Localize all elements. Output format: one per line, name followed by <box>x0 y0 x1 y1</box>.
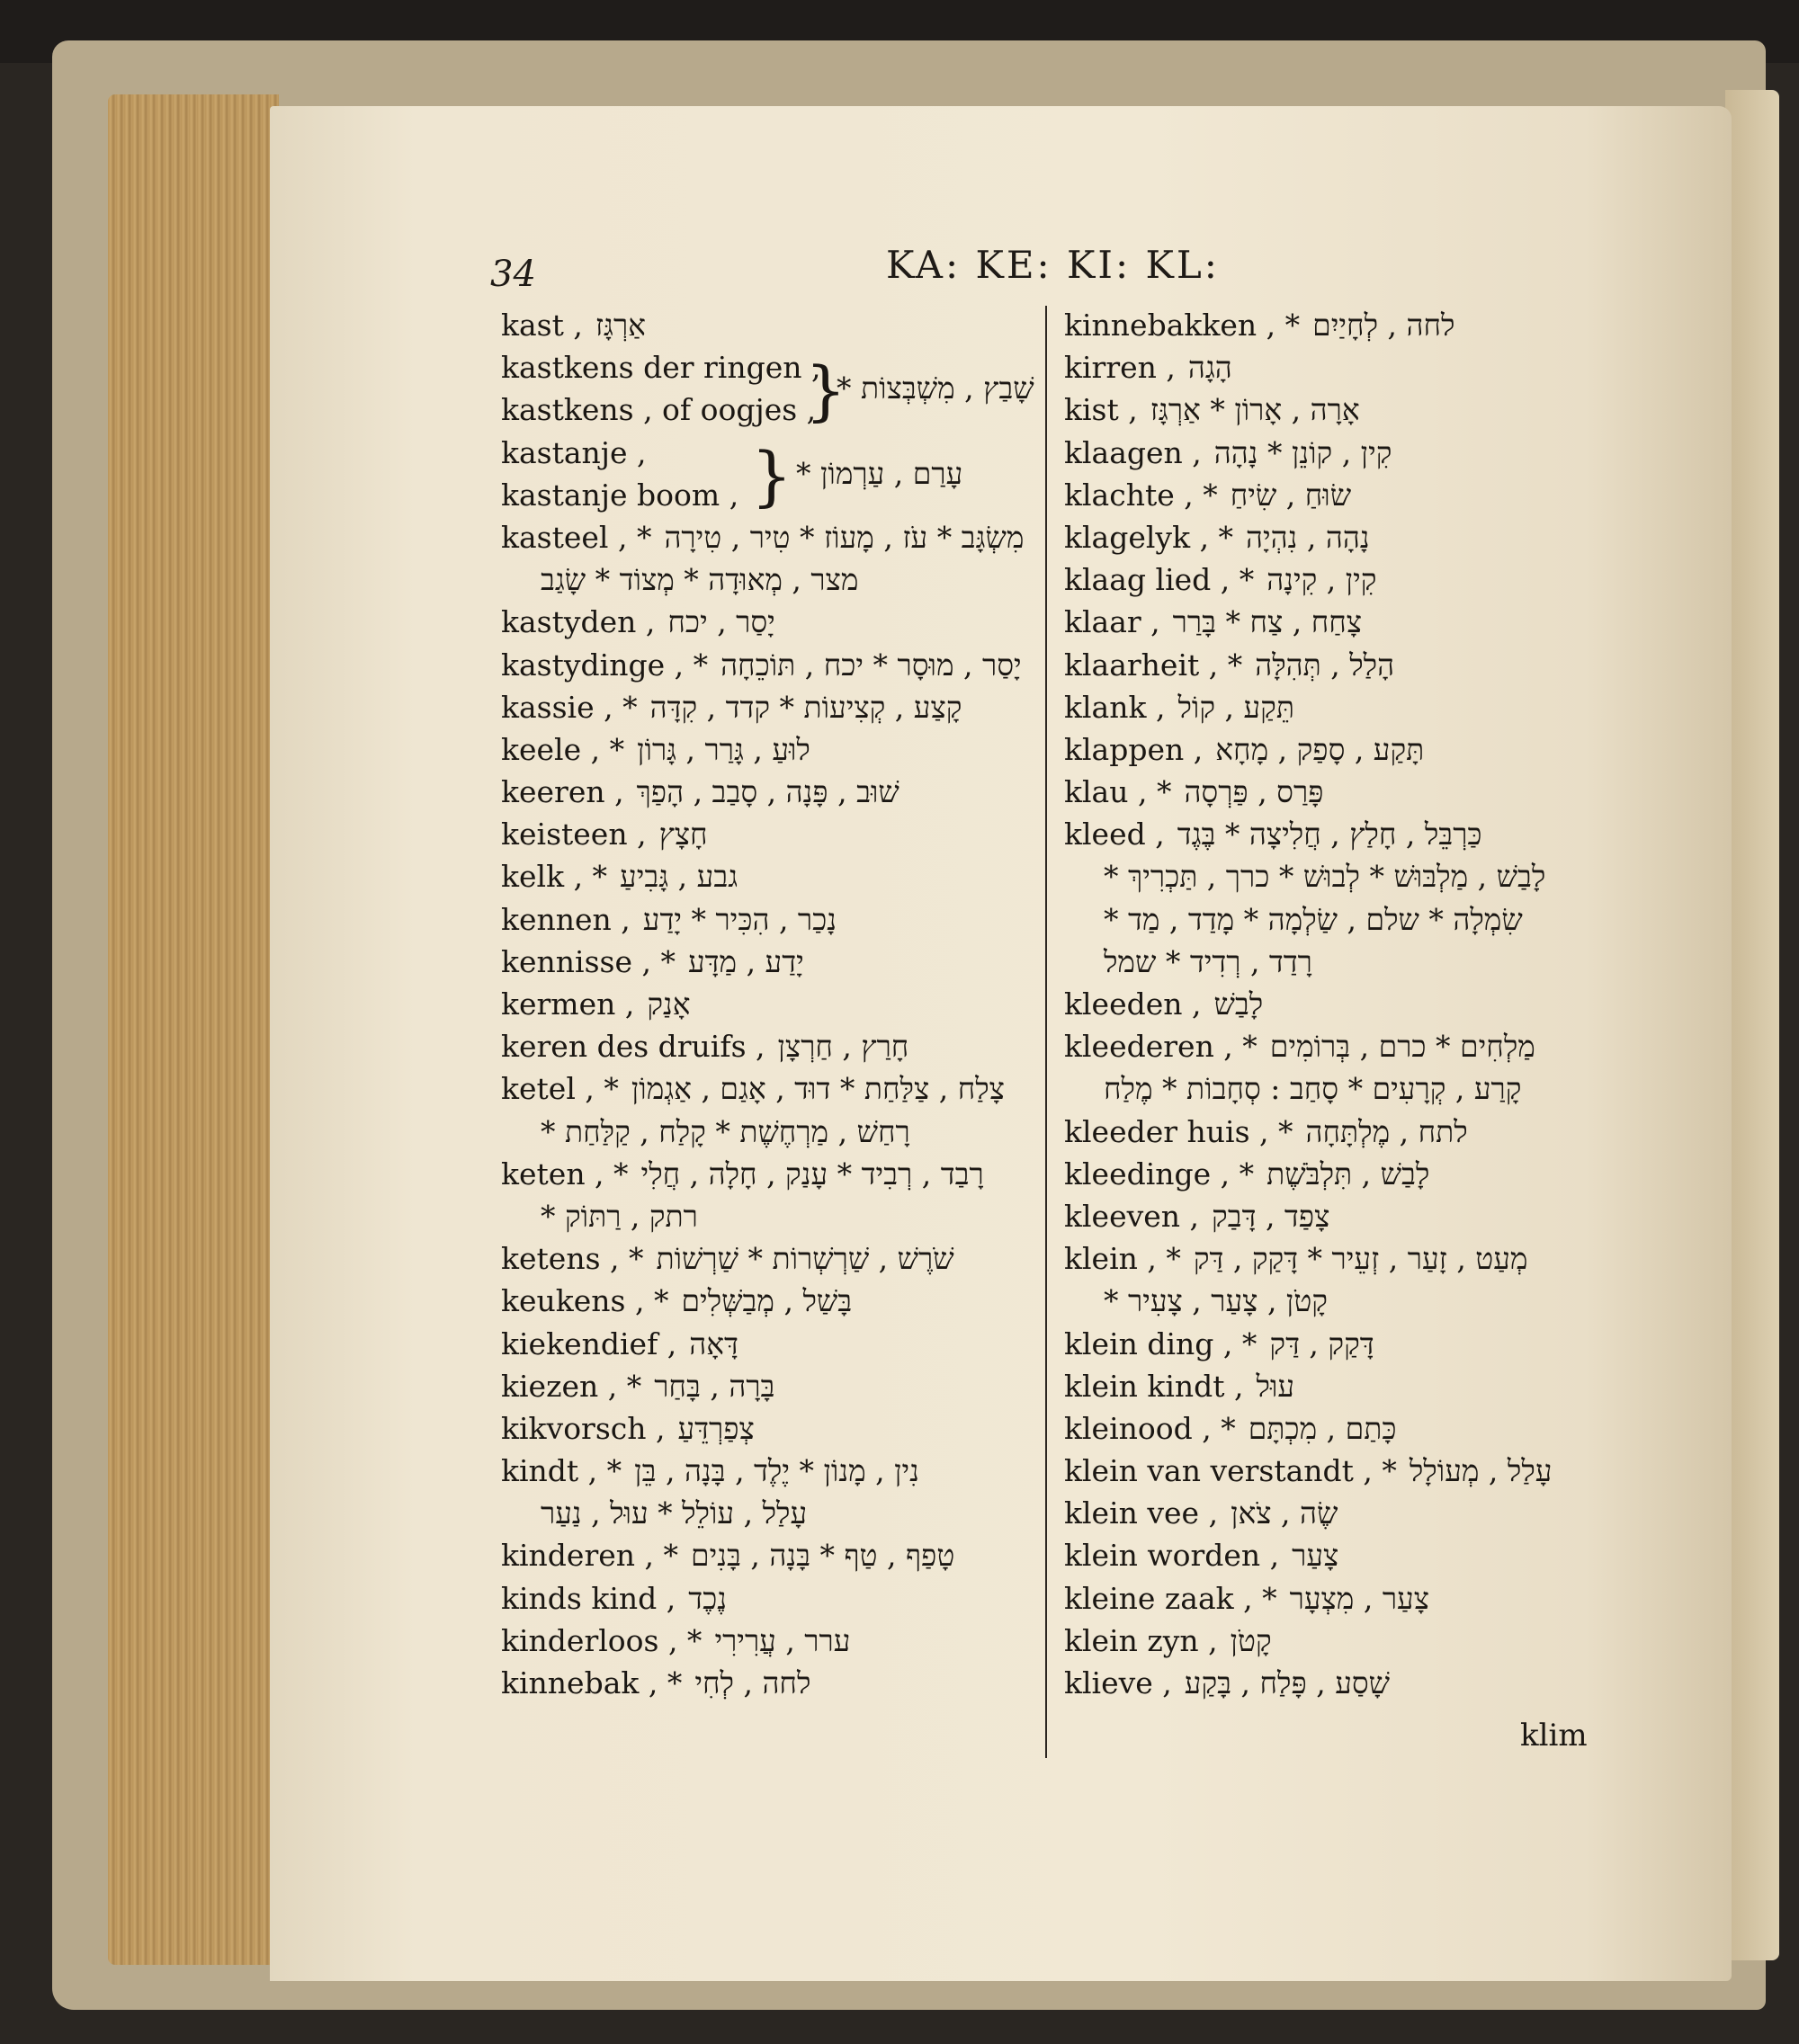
dictionary-entry <box>1064 771 1568 813</box>
dutch-headword: kastanje , <box>501 434 647 470</box>
hebrew-translation: אַרְגָּז <box>595 308 646 343</box>
left-column <box>501 304 1037 1704</box>
dictionary-entry <box>1064 1492 1568 1534</box>
hebrew-translation: שִׂמְלָה * שלם , שַׂלְמָה * מָדַד , מַד * <box>1104 901 1523 937</box>
dutch-headword: klieve , <box>1064 1665 1172 1700</box>
dictionary-entry <box>1064 941 1568 983</box>
hebrew-translation: בָּרָה , בָּחַר <box>654 1368 775 1404</box>
hebrew-translation: נָהָה , נִהְיָה <box>1246 519 1370 555</box>
dictionary-entry <box>501 1280 1037 1322</box>
hebrew-translation: חָרַץ , חַרְצָן <box>777 1029 909 1065</box>
dutch-headword: kindt , * <box>501 1453 622 1489</box>
dictionary-entry <box>1064 1577 1568 1620</box>
dictionary-entry <box>1064 1237 1568 1280</box>
hebrew-translation: גבע , גָּבִיעַ <box>620 859 738 895</box>
hebrew-translation: צְפַרְדֵּעַ <box>677 1410 755 1446</box>
dictionary-entry <box>1064 1280 1568 1322</box>
dictionary-entry <box>501 941 1037 983</box>
dutch-headword: kinnebak , * <box>501 1665 683 1700</box>
hebrew-translation: עָלַל , מְעוֹלָל <box>1409 1453 1553 1489</box>
hebrew-translation: רָחַשׁ , מַרְחֶשֶׁת * קָלַח , קַלַּחַת * <box>541 1113 910 1149</box>
hebrew-translation: לָבַשׁ , תִּלְבֹּשֶׁת <box>1266 1156 1430 1192</box>
dictionary-entry <box>1064 983 1568 1025</box>
hebrew-translation: ערר , עֲרִירִי <box>714 1622 851 1658</box>
hebrew-translation: הָלַל , תְּהִלָּה <box>1255 647 1395 683</box>
hebrew-translation: אָנַק <box>647 986 691 1022</box>
dictionary-entry <box>1064 601 1568 643</box>
hebrew-translation: דָּאָה <box>689 1325 738 1361</box>
dictionary-entry <box>501 1534 1037 1576</box>
hebrew-translation: עָלַל , עוֹלֵל * עוּל , נַעַר <box>541 1495 808 1531</box>
hebrew-translation: רָבַד , רְבִיד * עָנַק , חָלָה , חֲלִי <box>640 1156 984 1192</box>
hebrew-translation: תֵּקַע , קוֹל <box>1177 689 1294 725</box>
hebrew-translation: מִשְׂגָּב * עֹז , מָעוֹז * טִיר , טִירָה <box>664 519 1025 555</box>
dictionary-entry <box>501 898 1037 941</box>
dictionary-entry <box>501 1323 1037 1365</box>
hebrew-translation: דָּקַק , דַּק <box>1269 1325 1374 1361</box>
dutch-headword: keten , * <box>501 1156 629 1192</box>
hebrew-translation: לחה , לְחִי <box>694 1665 811 1700</box>
dutch-headword: klein , * <box>1064 1241 1181 1277</box>
dutch-headword: kinnebakken , * <box>1064 308 1301 343</box>
dutch-headword: kast , <box>501 308 583 343</box>
hebrew-translation: רתק , רַתּוֹק * <box>541 1198 698 1234</box>
dictionary-entry <box>1064 388 1568 431</box>
dutch-headword: klank , <box>1064 689 1166 725</box>
hebrew-translation: קָטֹן <box>1230 1622 1272 1658</box>
dutch-headword: kinderloos , * <box>501 1622 703 1658</box>
hebrew-translation: שֹׁרֶשׁ , שַׁרְשְׁרוֹת * שַׁרְשׁוֹת <box>656 1241 954 1277</box>
dictionary-entry <box>501 1492 1037 1534</box>
hebrew-translation: לתח , מֶלְתָּחָה <box>1305 1113 1468 1149</box>
hebrew-translation: כַּרְבֵּל , חָלַץ , חֲלִיצָה * בֶּגֶד <box>1177 817 1482 852</box>
dutch-headword: kassie , * <box>501 689 638 725</box>
dutch-headword: kleeden , <box>1064 986 1202 1022</box>
dutch-headword: kennisse , * <box>501 943 676 979</box>
dutch-headword: klein ding , * <box>1064 1325 1258 1361</box>
hebrew-translation: שֶׂה , צֹאן <box>1231 1495 1338 1531</box>
hebrew-translation: יָדַע , מַדָּע <box>687 943 804 979</box>
dictionary-entry <box>1064 686 1568 728</box>
dutch-headword: kleinood , * <box>1064 1410 1236 1446</box>
dutch-headword: klein kindt , <box>1064 1368 1244 1404</box>
brace: } <box>751 438 792 513</box>
dutch-headword: ketens , * <box>501 1241 644 1277</box>
dictionary-entry <box>1064 1662 1568 1704</box>
hebrew-translation: לָבַשׁ , מַלְבּוּשׁ * לְבוּשׁ * כרך , תַּכְרִיךְ * <box>1104 859 1546 895</box>
dictionary-entry <box>501 644 1037 686</box>
dutch-headword: kinds kind , <box>501 1580 676 1616</box>
dictionary-entry <box>1064 1450 1568 1492</box>
dictionary-entry <box>501 686 1037 728</box>
dutch-headword: klein worden , <box>1064 1538 1280 1574</box>
dictionary-entry <box>501 516 1037 558</box>
hebrew-translation: נָכַר , הִכִּיר * יָדַע <box>642 901 837 937</box>
dutch-headword: kleine zaak , * <box>1064 1580 1277 1616</box>
dutch-headword: kleedinge , * <box>1064 1156 1255 1192</box>
dictionary-entry <box>1064 432 1568 474</box>
dictionary-entry <box>1064 1111 1568 1153</box>
hebrew-translation: שׂוּחַ , שִׂיחַ <box>1230 477 1352 513</box>
dutch-headword: kirren , <box>1064 350 1176 386</box>
hebrew-translation: כָּתַם , מִכְתָּם <box>1248 1410 1397 1446</box>
dutch-headword: kiezen , * <box>501 1368 642 1404</box>
dutch-headword: kikvorsch , <box>501 1410 666 1446</box>
dutch-headword: ketel , * <box>501 1071 619 1107</box>
hebrew-translation: אָרָה , אָרוֹן * אַרְגָּז <box>1150 392 1360 428</box>
dutch-headword: kleeder huis , * <box>1064 1113 1293 1149</box>
dutch-headword: kennen , <box>501 901 631 937</box>
catchword: klim <box>1520 1718 1588 1754</box>
hebrew-translation: שָׁסַע , פָּלַח , בָּקַע <box>1184 1665 1391 1700</box>
hebrew-translation: מצר , מְאוּדָה * מְצוֹד * שָׂגַב <box>541 562 859 598</box>
dutch-headword: kist , <box>1064 392 1138 428</box>
dictionary-entry <box>501 1620 1037 1662</box>
hebrew-translation: פָּרַס , פַּרְסָה <box>1184 774 1324 810</box>
dutch-headword: klau , * <box>1064 774 1172 810</box>
dutch-headword: keeren , <box>501 774 624 810</box>
dictionary-entry <box>1064 1407 1568 1450</box>
dictionary-entry <box>1064 346 1568 388</box>
hebrew-translation: נִין , מָנוֹן * יֶלֶד , בָּנָה , בֵּן <box>634 1453 919 1489</box>
hebrew-translation: מְעַט , זָעַר , זְעֵיר * דָּקַק , דַּק <box>1193 1241 1528 1277</box>
dutch-headword: keukens , * <box>501 1283 669 1319</box>
dictionary-entry <box>501 601 1037 643</box>
hebrew-translation: קָצַע , קְצִיעוֹת * קדד , קִדָּה <box>649 689 962 725</box>
dutch-headword: keren des druifs , <box>501 1029 765 1065</box>
hebrew-translation: צָעַר <box>1292 1538 1339 1574</box>
hebrew-translation: טָפַף , טַף * בָּנָה , בָּנִים <box>691 1538 955 1574</box>
dictionary-entry <box>501 855 1037 897</box>
dictionary-entry <box>1064 1620 1568 1662</box>
hebrew-translation: מַלְחִים * כרם , בְּרוֹמִים <box>1269 1029 1535 1065</box>
dutch-headword: kastyden , <box>501 604 656 640</box>
dictionary-entry <box>501 813 1037 855</box>
running-head: KA: KE: KI: KL: <box>886 243 1220 287</box>
hebrew-translation: צָחַח , צַח * בָּרַר <box>1172 604 1363 640</box>
dutch-headword: kelk , * <box>501 859 608 895</box>
dutch-headword: keele , * <box>501 731 625 767</box>
hebrew-translation: יָסַר , יכח <box>667 604 775 640</box>
hebrew-translation: עוּל <box>1256 1368 1295 1404</box>
hebrew-translation: הָגָה <box>1187 350 1232 386</box>
hebrew-translation: תָּקַע , סָפַק , מָחָא <box>1215 731 1425 767</box>
dutch-headword: kleed , <box>1064 817 1165 852</box>
dictionary-entry <box>1064 304 1568 346</box>
dictionary-entry <box>1064 516 1568 558</box>
dictionary-entry <box>1064 1534 1568 1576</box>
hebrew-translation: לָבַשׁ <box>1213 986 1264 1022</box>
dictionary-entry <box>1064 1195 1568 1237</box>
dictionary-entry <box>1064 558 1568 601</box>
dictionary-entry <box>1064 728 1568 771</box>
dictionary-entry <box>1064 855 1568 897</box>
dictionary-entry <box>501 1662 1037 1704</box>
dutch-headword: klaag lied , * <box>1064 562 1255 598</box>
dictionary-entry <box>501 1577 1037 1620</box>
hebrew-translation: לחה , לְחָיַיִם <box>1312 308 1455 343</box>
dictionary-entry <box>501 304 1037 346</box>
dutch-headword: klein van verstandt , * <box>1064 1453 1397 1489</box>
dutch-headword: klein zyn , <box>1064 1622 1218 1658</box>
bracket-entry-hebrew: שָׁבַץ , מִשְׁבְּצוֹת * <box>837 370 1034 406</box>
dutch-headword: kastanje boom , <box>501 477 739 513</box>
dictionary-entry <box>501 1237 1037 1280</box>
dictionary-entry <box>501 1407 1037 1450</box>
bracket-entry-hebrew: עָרַם , עַרְמוֹן * <box>796 456 963 491</box>
dictionary-entry <box>501 1365 1037 1407</box>
dutch-headword: kastydinge , * <box>501 647 709 683</box>
dutch-headword: klagelyk , * <box>1064 519 1234 555</box>
hebrew-translation: קָרַע , קְרָעִים * סָחַב : סְחָבוֹת * מֶלַח <box>1104 1071 1522 1107</box>
page-edges <box>108 94 279 1965</box>
hebrew-translation: חָצָץ <box>658 817 708 852</box>
hebrew-translation: בָּשַׁל , מְבַשְּׁלִים <box>681 1283 853 1319</box>
dictionary-entry <box>1064 1025 1568 1067</box>
dictionary-entry <box>501 1025 1037 1067</box>
dictionary-entry <box>501 558 1037 601</box>
hebrew-translation: שׁוּב , פָּנָה , סָבַב , הָפַךְ <box>636 774 900 810</box>
hebrew-translation: יָסַר , מוּסָר * יכח , תּוֹכֵחָה <box>720 647 1022 683</box>
brace: } <box>805 353 846 428</box>
dutch-headword: kastkens der ringen , <box>501 350 821 386</box>
dictionary-entry <box>501 728 1037 771</box>
right-column <box>1064 304 1568 1704</box>
dictionary-entry <box>501 1153 1037 1195</box>
dictionary-entry <box>1064 1365 1568 1407</box>
column-divider <box>1045 306 1047 1758</box>
dutch-headword: kasteel , * <box>501 519 652 555</box>
dutch-headword: keisteen , <box>501 817 647 852</box>
dictionary-entry <box>501 983 1037 1025</box>
dutch-headword: klappen , <box>1064 731 1204 767</box>
hebrew-translation: לוּעַ , גָּרַר , גָּרוֹן <box>637 731 810 767</box>
dutch-headword: kermen , <box>501 986 635 1022</box>
dutch-headword: kastkens , of oogjes , <box>501 392 817 428</box>
dictionary-entry <box>501 1067 1037 1110</box>
dutch-headword: klaar , <box>1064 604 1160 640</box>
hebrew-translation: קָטֹן , צָעַר , צָעִיר * <box>1104 1283 1328 1319</box>
dictionary-entry <box>1064 813 1568 855</box>
dictionary-entry <box>1064 898 1568 941</box>
dutch-headword: klachte , * <box>1064 477 1218 513</box>
dutch-headword: kinderen , * <box>501 1538 678 1574</box>
page-number: 34 <box>490 254 536 295</box>
dutch-headword: kleederen , * <box>1064 1029 1258 1065</box>
hebrew-translation: צָלַח , צַלַּחַת * דוּד , אָגַם , אַגְמוֹן <box>631 1071 1005 1107</box>
dictionary-entry <box>1064 1323 1568 1365</box>
hebrew-translation: רָדַד , רְדִיד * שמל <box>1104 943 1312 979</box>
dictionary-entry <box>501 1195 1037 1237</box>
hebrew-translation: קִין , קוֹנֵן * נָהָה <box>1213 434 1392 470</box>
dutch-headword: klaagen , <box>1064 434 1202 470</box>
hebrew-translation: קִין , קִינָה <box>1266 562 1377 598</box>
dictionary-entry <box>1064 1153 1568 1195</box>
dutch-headword: klein vee , <box>1064 1495 1219 1531</box>
dutch-headword: kiekendief , <box>501 1325 677 1361</box>
facing-page-edge <box>1725 90 1779 1960</box>
dictionary-entry <box>501 1111 1037 1153</box>
dutch-headword: kleeven , <box>1064 1198 1200 1234</box>
dictionary-entry <box>501 1450 1037 1492</box>
hebrew-translation: צָעַר , מִצְעָר <box>1289 1580 1429 1616</box>
dictionary-entry <box>1064 644 1568 686</box>
dictionary-entry <box>1064 474 1568 516</box>
hebrew-translation: נֶכֶד <box>688 1580 727 1616</box>
dictionary-entry <box>501 771 1037 813</box>
hebrew-translation: צָפַד , דָּבַק <box>1212 1198 1330 1234</box>
dutch-headword: klaarheit , * <box>1064 647 1243 683</box>
dictionary-entry <box>1064 1067 1568 1110</box>
